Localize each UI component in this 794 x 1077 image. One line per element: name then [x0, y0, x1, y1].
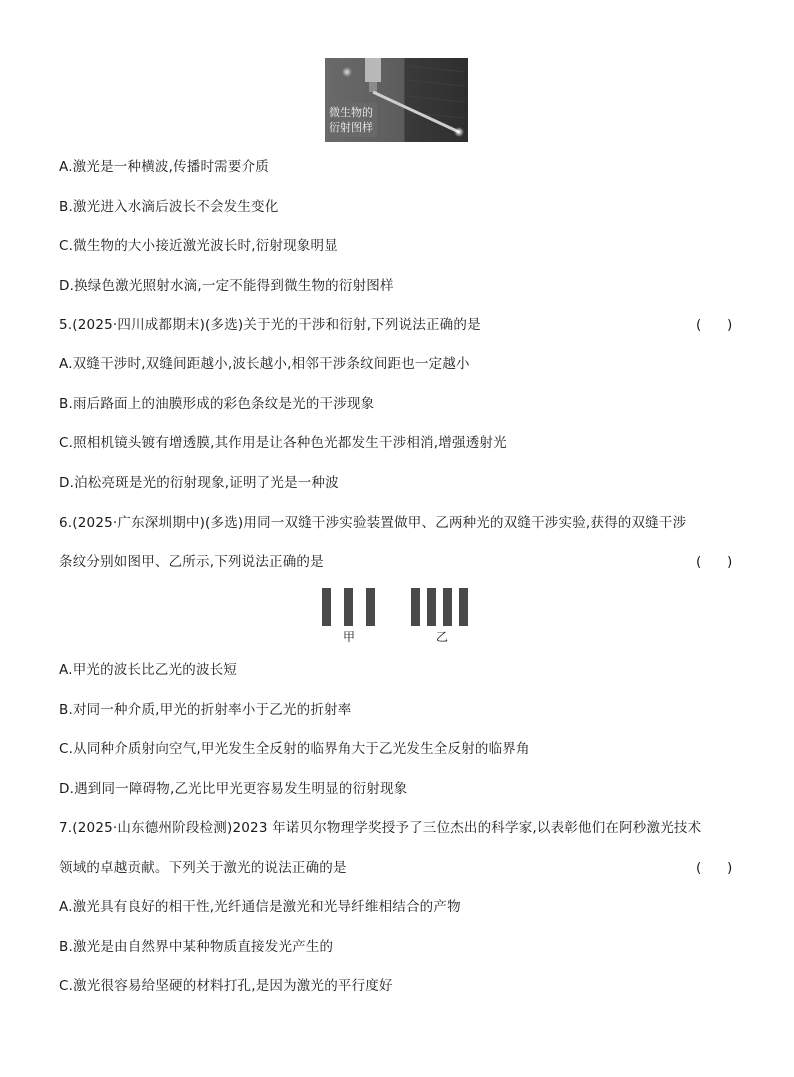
interference-fringes-figure: [318, 586, 478, 648]
label-yi: 乙: [436, 630, 449, 644]
q5-option-a: A.双缝干涉时,双缝间距越小,波长越小,相邻干涉条纹间距也一定越小: [59, 356, 470, 372]
fringe-jia-1: [322, 588, 331, 626]
q5-stem: 5.(2025·四川成都期末)(多选)关于光的干涉和衍射,下列说法正确的是: [59, 317, 481, 333]
q5-option-c: C.照相机镜头镀有增透膜,其作用是让各种色光都发生干涉相消,增强透射光: [59, 435, 507, 451]
fringe-yi-4: [459, 588, 468, 626]
q7-option-b: B.激光是由自然界中某种物质直接发光产生的: [59, 939, 334, 955]
q7-option-c: C.激光很容易给坚硬的材料打孔,是因为激光的平行度好: [59, 978, 393, 994]
q6-stem-line1: 6.(2025·广东深圳期中)(多选)用同一双缝干涉实验装置做甲、乙两种光的双缝干涉实验,获得的双缝干涉: [59, 515, 687, 531]
fringe-yi-3: [443, 588, 452, 626]
q6-answer-blank: ( ): [696, 554, 733, 570]
q5-option-d: D.泊松亮斑是光的衍射现象,证明了光是一种波: [59, 475, 339, 491]
fringe-yi-2: [427, 588, 436, 626]
label-jia: 甲: [343, 630, 356, 644]
q7-stem-line2: 领域的卓越贡献。下列关于激光的说法正确的是: [59, 860, 347, 876]
fringe-jia-2: [344, 588, 353, 626]
microbe-diffraction-photo: [325, 58, 468, 142]
fringe-jia-3: [366, 588, 375, 626]
q5-answer-blank: ( ): [696, 317, 733, 333]
photo-caption-line1: 微生物的: [329, 106, 373, 119]
q4-option-d: D.换绿色激光照射水滴,一定不能得到微生物的衍射图样: [59, 278, 394, 294]
q7-stem-line1: 7.(2025·山东德州阶段检测)2023 年诺贝尔物理学奖授予了三位杰出的科学家,以表彰他们在阿秒激光技术: [59, 820, 702, 836]
q5-option-b: B.雨后路面上的油膜形成的彩色条纹是光的干涉现象: [59, 396, 375, 412]
q4-option-c: C.微生物的大小接近激光波长时,衍射现象明显: [59, 238, 338, 254]
q6-option-a: A.甲光的波长比乙光的波长短: [59, 662, 238, 678]
q6-option-d: D.遇到同一障碍物,乙光比甲光更容易发生明显的衍射现象: [59, 781, 408, 797]
q6-option-b: B.对同一种介质,甲光的折射率小于乙光的折射率: [59, 702, 352, 718]
fringe-yi-1: [411, 588, 420, 626]
q6-stem-line2: 条纹分别如图甲、乙所示,下列说法正确的是: [59, 554, 324, 570]
q4-option-a: A.激光是一种横波,传播时需要介质: [59, 159, 269, 175]
q6-option-c: C.从同种介质射向空气,甲光发生全反射的临界角大于乙光发生全反射的临界角: [59, 741, 530, 757]
q7-option-a: A.激光具有良好的相干性,光纤通信是激光和光导纤维相结合的产物: [59, 899, 461, 915]
q7-answer-blank: ( ): [696, 860, 733, 876]
photo-caption-line2: 衍射图样: [329, 121, 373, 134]
q4-option-b: B.激光进入水滴后波长不会发生变化: [59, 199, 279, 215]
